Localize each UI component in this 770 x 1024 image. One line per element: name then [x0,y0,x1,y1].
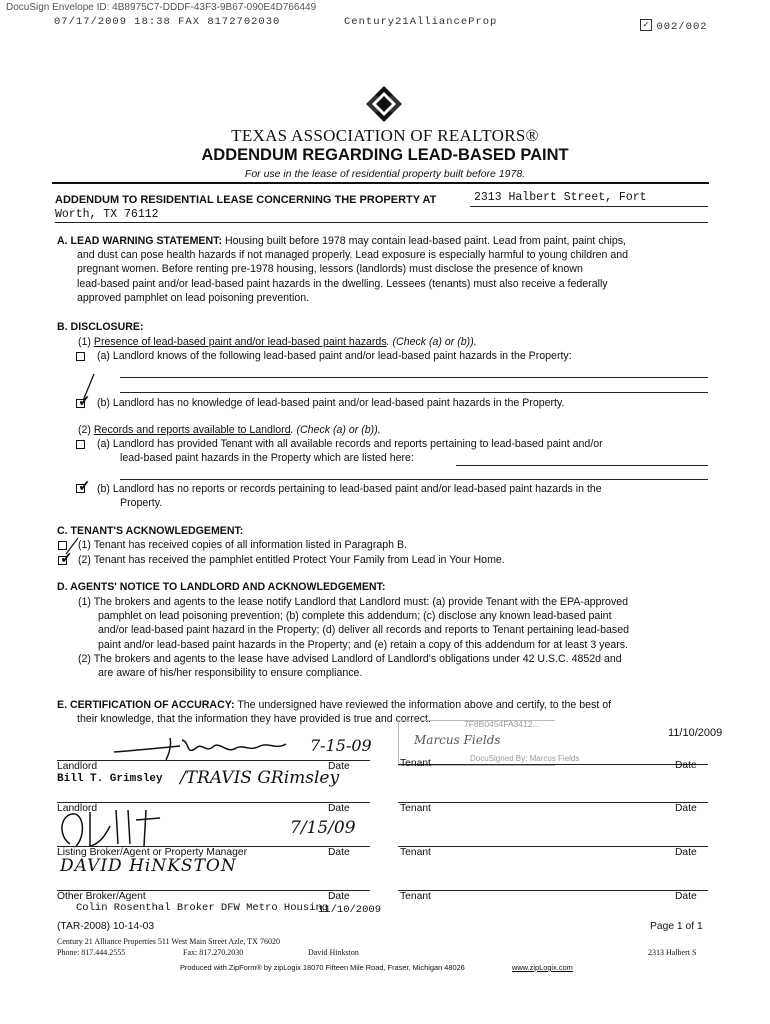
b1-title: Presence of lead-based paint and/or lead-based paint hazards [93,336,387,348]
section-b-heading: B. DISCLOSURE: [57,321,144,333]
b1b-text: (b) Landlord has no knowledge of lead-based paint and/or lead-based paint hazards in the Property. [97,397,565,409]
tenant3-sign-line [398,846,708,847]
section-d-text: pamphlet on lead poisoning prevention; (b) complete this addendum; (c) disclose any known lead-based paint [98,610,612,623]
b2-line [78,423,381,437]
office-fax: Fax: 817.270.2030 [183,948,244,957]
fax-page-icon: ✓ [640,19,652,31]
b2-number: (2) [78,424,91,436]
b2a-checkbox[interactable] [76,440,85,449]
section-e-heading: E. CERTIFICATION OF ACCURACY: [57,699,235,711]
section-d-body [78,595,718,680]
landlord-date-handwritten: 7-15-09 [310,736,372,755]
ziplogix-link[interactable]: www.zipLogix.com [512,963,573,972]
page-subtitle: For use in the lease of residential property built before 1978. [244,168,526,180]
b2a-line-2 [120,479,708,480]
b2b-check-icon: ✓ [78,478,91,495]
property-address-line2: Worth, TX 76112 [55,208,159,221]
b2a-line-1 [456,465,708,466]
section-a-heading: A. LEAD WARNING STATEMENT: [57,235,222,247]
section-a-text: Housing built before 1978 may contain lead-based paint. Lead from paint, paint chips, [224,235,626,247]
section-a-text: pregnant women. Before renting pre-1978 housing, lessors (landlords) must disclose the presence of known [77,263,583,276]
broker-handwritten-name: DAVID HiNKSTON [60,856,237,876]
landlord-sign-line [57,760,370,761]
c2-check-icon: ✓ [60,550,73,567]
tenant3-label: Tenant [400,847,431,858]
landlord2-sign-line [57,802,370,803]
fax-header-center: Century21AllianceProp [344,16,498,28]
docusign-id: 7F8B0454FA3412... [464,719,540,729]
address-underline-1 [470,206,708,207]
section-d-text: (1) The brokers and agents to the lease notify Landlord that Landlord must: (a) provide Tenant with the EPA-approved [78,596,629,608]
property-short: 2313 Halbert S [648,948,697,957]
tenant4-label: Tenant [400,891,431,902]
property-address-line1: 2313 Halbert Street, Fort [474,191,647,204]
section-e-text: The undersigned have reviewed the information above and certify, to the best of [237,699,612,711]
other-date-label: Date [328,891,350,902]
fax-page-number: 002/002 [656,21,708,33]
section-c-heading: C. TENANT'S ACKNOWLEDGEMENT: [57,525,244,537]
produced-by: Produced with ZipForm® by zipLogix 18070 Fifteen Mile Road, Fraser, Michigan 48026 [180,963,465,972]
tar-logo-icon [364,84,404,124]
section-e [57,698,717,726]
other-printed-name: Colin Rosenthal Broker DFW Metro Housing [76,902,329,914]
section-a-text: approved pamphlet on lead poisoning prevention. [77,291,310,304]
section-d-text: paint and/or lead-based paint hazards in the Property; and (e) retain a copy of this addendum for at least 3 years. [98,638,629,651]
agent-name: David Hinkston [308,948,359,957]
office-phone: Phone: 817.444.2555 [57,948,126,957]
tenant3-date-label: Date [675,847,697,858]
broker-date-label: Date [328,847,350,858]
page-number: Page 1 of 1 [650,921,703,932]
section-a-text: lead-based paint and/or lead-based paint hazards in the dwelling. Lessees (tenants) must also receive a federally [77,277,608,290]
page-title: ADDENDUM REGARDING LEAD-BASED PAINT [201,146,569,164]
section-e-text: their knowledge, that the information they have provided is true and correct. [77,713,431,726]
b1a-line-1 [120,377,708,378]
b1-number: (1) [78,336,91,348]
section-d-text: (2) The brokers and agents to the lease have advised Landlord of Landlord's obligations under 42 U.S.C. 4852d and [78,652,622,665]
other-label: Other Broker/Agent [57,891,146,902]
tenant1-date-label: Date [675,760,697,771]
b2b-text-1: (b) Landlord has no reports or records pertaining to lead-based paint and/or lead-based paint hazards in the [97,483,602,495]
docusign-envelope-id: DocuSign Envelope ID: 4B8975C7-DDDF-43F3-9B67-090E4D766449 [6,2,317,13]
tenant2-date-label: Date [675,803,697,814]
section-a [57,234,717,305]
section-d-text: and/or lead-based paint hazard in the Property; (d) deliver all records and reports to Tenant pertaining lead-based [98,624,629,637]
fax-header-left: 07/17/2009 18:38 FAX 8172702030 [54,16,281,28]
title-divider [52,182,709,184]
tenant2-sign-line [398,802,708,803]
section-d-heading: D. AGENTS' NOTICE TO LANDLORD AND ACKNOWLEDGEMENT: [57,581,386,593]
b2-check-note: . (Check (a) or (b)). [290,424,381,436]
broker-date-handwritten: 7/15/09 [290,818,356,838]
b2b-text-2: Property. [120,497,163,509]
tenant2-label: Tenant [400,803,431,814]
b2a-text-1: (a) Landlord has provided Tenant with all available records and reports pertaining to lead-based paint and/or [97,438,603,450]
association-name: TEXAS ASSOCIATION OF REALTORS® [231,126,539,145]
b1-check-note: . (Check (a) or (b)). [386,336,477,348]
b1a-text: (a) Landlord knows of the following lead-based paint and/or lead-based paint hazards in the Property: [97,350,572,362]
b2a-text-2: lead-based paint hazards in the Property which are listed here: [120,452,414,464]
tenant4-date-label: Date [675,891,697,902]
property-label: ADDENDUM TO RESIDENTIAL LEASE CONCERNING THE PROPERTY AT [55,194,437,206]
section-d-text: are aware of his/her responsibility to ensure compliance. [98,667,363,680]
b1b-check-icon: ✓ [78,393,91,410]
tenant1-sign-line [398,764,708,765]
landlord-handwritten-name: /TRAVIS GRimsley [180,768,340,788]
other-date: 11/10/2009 [318,904,382,916]
tenant4-sign-line [398,890,708,891]
landlord-date-label: Date [328,761,350,772]
broker-label: Listing Broker/Agent or Property Manager [57,847,248,858]
docusign-signature: Marcus Fields [414,733,501,747]
b1-line [78,335,477,349]
docusign-date: 11/10/2009 [668,727,723,739]
c1-text: (1) Tenant has received copies of all information listed in Paragraph B. [78,539,407,551]
b2-title: Records and reports available to Landlord [93,424,291,436]
landlord-label: Landlord [57,761,98,772]
landlord2-date-label: Date [328,803,350,814]
b1a-checkbox[interactable] [76,352,85,361]
fax-page-indicator [640,16,708,34]
address-underline-2 [55,222,708,223]
office-address: Century 21 Alliance Properties 511 West Main Street Azle, TX 76020 [57,937,280,946]
section-a-text: and dust can pose health hazards if not managed properly. Lead exposure is especially harmful to young children and [77,249,629,262]
landlord2-label: Landlord [57,803,98,814]
tenant1-label: Tenant [400,758,431,769]
docusign-label: DocuSigned By: Marcus Fields [470,754,580,763]
form-id: (TAR-2008) 10-14-03 [57,921,155,932]
landlord-printed-name: Bill T. Grimsley [57,773,163,785]
c2-text: (2) Tenant has received the pamphlet entitled Protect Your Family from Lead in Your Home. [78,554,505,566]
b1a-line-2 [120,392,708,393]
